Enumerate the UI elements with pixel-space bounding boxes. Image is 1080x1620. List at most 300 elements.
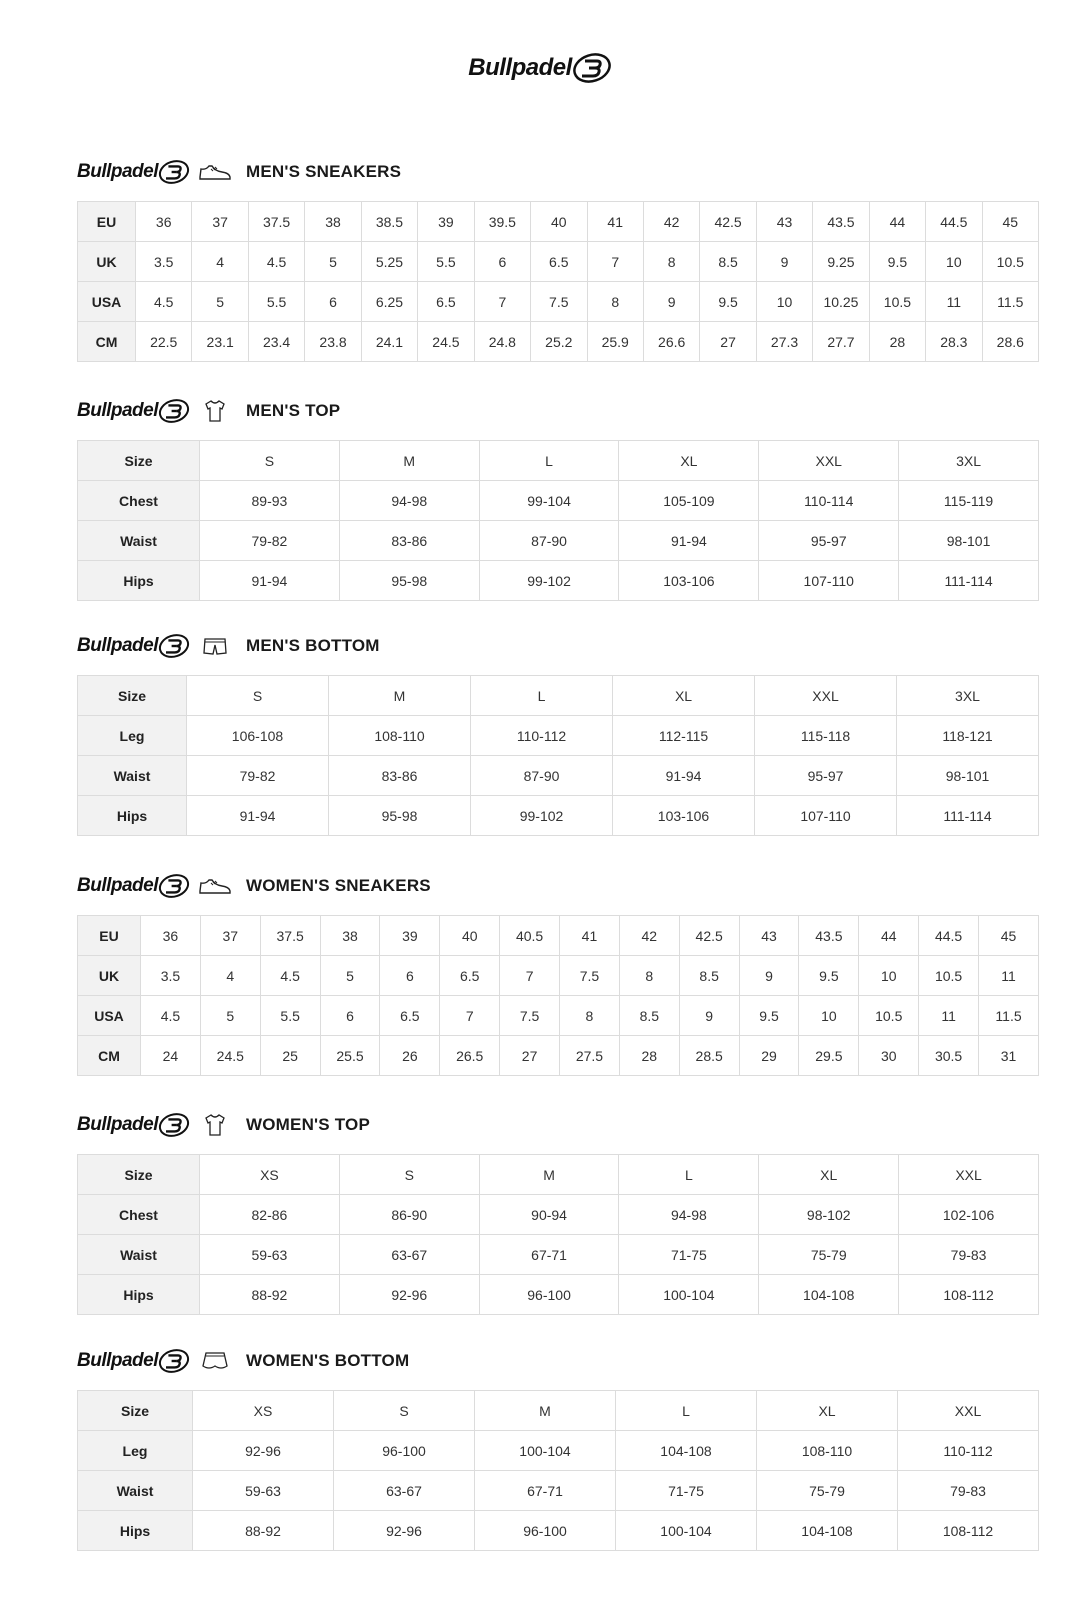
table-cell: 100-104 <box>619 1275 759 1315</box>
row-header: Leg <box>78 1431 193 1471</box>
table-cell: 42 <box>643 202 699 242</box>
table-row <box>78 1471 1039 1511</box>
table-cell: 79-83 <box>899 1235 1039 1275</box>
row-header: Hips <box>78 1511 193 1551</box>
table-cell: 44 <box>859 916 919 956</box>
table-cell: 7 <box>440 996 500 1036</box>
table-cell: 43 <box>756 202 812 242</box>
table-cell: 3XL <box>899 441 1039 481</box>
table-cell: 24.5 <box>418 322 474 362</box>
table-cell: 7.5 <box>560 956 620 996</box>
brand-emblem-icon <box>158 398 190 424</box>
table-cell: 27 <box>500 1036 560 1076</box>
table-cell: 89-93 <box>200 481 340 521</box>
brand-wordmark: Bullpadel <box>77 1114 159 1135</box>
brand-wordmark: Bullpadel <box>77 400 159 421</box>
brand-wordmark: Bullpadel <box>77 875 159 896</box>
table-cell: 7 <box>587 242 643 282</box>
table-cell: 22.5 <box>136 322 192 362</box>
table-cell: 25 <box>260 1036 320 1076</box>
table-cell: 5 <box>305 242 361 282</box>
row-header: Size <box>78 1391 193 1431</box>
table-cell: 7 <box>500 956 560 996</box>
table-cell: 5 <box>200 996 260 1036</box>
table-cell: 94-98 <box>619 1195 759 1235</box>
table-cell: 83-86 <box>329 756 471 796</box>
table-cell: 75-79 <box>757 1471 898 1511</box>
size-table <box>77 1154 1039 1315</box>
row-header: Chest <box>78 481 200 521</box>
table-cell: 25.9 <box>587 322 643 362</box>
table-cell: S <box>200 441 340 481</box>
table-row <box>78 1431 1039 1471</box>
size-table <box>77 675 1039 836</box>
table-row <box>78 996 1039 1036</box>
table-cell: 107-110 <box>755 796 897 836</box>
table-cell: 100-104 <box>475 1431 616 1471</box>
table-cell: 30 <box>859 1036 919 1076</box>
section-title: WOMEN'S BOTTOM <box>246 1351 410 1370</box>
table-cell: 108-112 <box>898 1511 1039 1551</box>
table-cell: 6.25 <box>361 282 417 322</box>
table-row <box>78 756 1039 796</box>
table-row <box>78 1195 1039 1235</box>
table-cell: XXL <box>898 1391 1039 1431</box>
table-cell: 28 <box>869 322 925 362</box>
brand-emblem-icon <box>158 633 190 659</box>
table-cell: 10.5 <box>869 282 925 322</box>
table-cell: 103-106 <box>613 796 755 836</box>
row-header: Waist <box>78 1235 200 1275</box>
table-cell: 108-110 <box>329 716 471 756</box>
brand-logo <box>77 873 190 899</box>
section-header <box>77 152 1039 192</box>
table-cell: XS <box>200 1155 340 1195</box>
table-cell: 10.5 <box>982 242 1038 282</box>
table-cell: 38 <box>305 202 361 242</box>
brand-logo <box>77 398 190 424</box>
table-cell: 91-94 <box>187 796 329 836</box>
table-cell: 104-108 <box>616 1431 757 1471</box>
row-header: EU <box>78 202 136 242</box>
row-header: Leg <box>78 716 187 756</box>
table-row <box>78 202 1039 242</box>
table-cell: 79-82 <box>200 521 340 561</box>
table-row <box>78 322 1039 362</box>
table-cell: 92-96 <box>334 1511 475 1551</box>
table-cell: 99-104 <box>479 481 619 521</box>
table-cell: 5.5 <box>418 242 474 282</box>
table-cell: 9 <box>756 242 812 282</box>
table-cell: 87-90 <box>471 756 613 796</box>
table-cell: 44.5 <box>926 202 982 242</box>
table-cell: 6 <box>320 996 380 1036</box>
section-header <box>77 391 1039 431</box>
brand-emblem-icon <box>572 52 612 84</box>
row-header: CM <box>78 322 136 362</box>
table-cell: 4.5 <box>136 282 192 322</box>
table-cell: 38.5 <box>361 202 417 242</box>
row-header: Waist <box>78 756 187 796</box>
table-cell: 86-90 <box>339 1195 479 1235</box>
table-cell: 67-71 <box>475 1471 616 1511</box>
table-cell: 37 <box>192 202 248 242</box>
brand-logo <box>77 1112 190 1138</box>
table-cell: 40 <box>440 916 500 956</box>
table-cell: XL <box>619 441 759 481</box>
table-cell: 98-102 <box>759 1195 899 1235</box>
section-title: MEN'S BOTTOM <box>246 636 380 655</box>
table-cell: 63-67 <box>339 1235 479 1275</box>
brand-logo <box>77 1348 190 1374</box>
table-cell: 23.1 <box>192 322 248 362</box>
sneaker-icon <box>198 158 232 186</box>
table-cell: 27.3 <box>756 322 812 362</box>
brand-emblem-icon <box>158 159 190 185</box>
table-cell: 8 <box>560 996 620 1036</box>
table-cell: 111-114 <box>897 796 1039 836</box>
table-cell: 45 <box>979 916 1039 956</box>
table-cell: 99-102 <box>479 561 619 601</box>
brand-emblem-icon <box>158 1348 190 1374</box>
table-row <box>78 561 1039 601</box>
section-womens-top <box>77 1105 1039 1315</box>
table-cell: 5 <box>320 956 380 996</box>
table-cell: 40.5 <box>500 916 560 956</box>
table-cell: 7 <box>474 282 530 322</box>
table-cell: 9.5 <box>869 242 925 282</box>
table-cell: 10.5 <box>859 996 919 1036</box>
table-cell: 25.5 <box>320 1036 380 1076</box>
section-womens-bottom <box>77 1341 1039 1551</box>
table-cell: 6 <box>474 242 530 282</box>
table-cell: S <box>339 1155 479 1195</box>
table-cell: 6.5 <box>440 956 500 996</box>
table-cell: XL <box>613 676 755 716</box>
table-cell: 100-104 <box>616 1511 757 1551</box>
table-cell: 91-94 <box>619 521 759 561</box>
table-cell: 75-79 <box>759 1235 899 1275</box>
table-cell: 9.5 <box>799 956 859 996</box>
table-row <box>78 796 1039 836</box>
table-cell: 104-108 <box>759 1275 899 1315</box>
size-table <box>77 201 1039 362</box>
table-cell: 7.5 <box>500 996 560 1036</box>
table-cell: 96-100 <box>475 1511 616 1551</box>
row-header: Waist <box>78 1471 193 1511</box>
table-cell: 110-112 <box>898 1431 1039 1471</box>
table-cell: 110-112 <box>471 716 613 756</box>
table-row <box>78 1391 1039 1431</box>
table-cell: 88-92 <box>200 1275 340 1315</box>
size-table <box>77 915 1039 1076</box>
table-cell: 28.3 <box>926 322 982 362</box>
row-header: Size <box>78 441 200 481</box>
table-cell: 42 <box>619 916 679 956</box>
table-cell: 6.5 <box>380 996 440 1036</box>
table-cell: 3.5 <box>136 242 192 282</box>
table-cell: 87-90 <box>479 521 619 561</box>
table-cell: 88-92 <box>193 1511 334 1551</box>
table-cell: 95-97 <box>755 756 897 796</box>
table-cell: 4.5 <box>260 956 320 996</box>
table-cell: 9.5 <box>739 996 799 1036</box>
section-title: MEN'S SNEAKERS <box>246 162 402 181</box>
table-cell: 11 <box>926 282 982 322</box>
table-cell: 115-118 <box>755 716 897 756</box>
table-cell: 5.5 <box>248 282 304 322</box>
table-cell: 41 <box>560 916 620 956</box>
table-cell: 24.1 <box>361 322 417 362</box>
section-mens-bottom <box>77 626 1039 836</box>
table-row <box>78 441 1039 481</box>
table-cell: 59-63 <box>193 1471 334 1511</box>
table-cell: 42.5 <box>679 916 739 956</box>
table-cell: 28 <box>619 1036 679 1076</box>
table-cell: 27.5 <box>560 1036 620 1076</box>
table-row <box>78 242 1039 282</box>
table-cell: 10 <box>799 996 859 1036</box>
table-cell: L <box>616 1391 757 1431</box>
table-cell: 10.5 <box>919 956 979 996</box>
table-row <box>78 521 1039 561</box>
section-header <box>77 866 1039 906</box>
table-cell: XL <box>759 1155 899 1195</box>
row-header: Chest <box>78 1195 200 1235</box>
table-cell: L <box>479 441 619 481</box>
table-cell: 4 <box>200 956 260 996</box>
table-cell: 59-63 <box>200 1235 340 1275</box>
section-title: WOMEN'S TOP <box>246 1115 371 1134</box>
row-header: Size <box>78 1155 200 1195</box>
table-cell: XS <box>193 1391 334 1431</box>
table-cell: 79-83 <box>898 1471 1039 1511</box>
skort-icon <box>198 1347 232 1375</box>
table-cell: 6 <box>305 282 361 322</box>
table-cell: 44 <box>869 202 925 242</box>
table-cell: 31 <box>979 1036 1039 1076</box>
table-row <box>78 282 1039 322</box>
table-cell: XXL <box>759 441 899 481</box>
table-cell: 105-109 <box>619 481 759 521</box>
table-row <box>78 676 1039 716</box>
table-cell: 43 <box>739 916 799 956</box>
sneaker-icon <box>198 872 232 900</box>
brand-wordmark: Bullpadel <box>77 161 159 182</box>
table-cell: 39.5 <box>474 202 530 242</box>
section-mens-sneakers <box>77 152 1039 362</box>
table-cell: 106-108 <box>187 716 329 756</box>
section-title: MEN'S TOP <box>246 401 341 420</box>
row-header: UK <box>78 956 141 996</box>
section-header <box>77 626 1039 666</box>
table-row <box>78 1036 1039 1076</box>
table-cell: 103-106 <box>619 561 759 601</box>
table-cell: 104-108 <box>757 1511 898 1551</box>
table-cell: 9 <box>643 282 699 322</box>
table-cell: 95-98 <box>339 561 479 601</box>
table-cell: 63-67 <box>334 1471 475 1511</box>
table-cell: 79-82 <box>187 756 329 796</box>
table-cell: XXL <box>899 1155 1039 1195</box>
table-cell: 40 <box>531 202 587 242</box>
table-cell: 98-101 <box>899 521 1039 561</box>
table-cell: 108-112 <box>899 1275 1039 1315</box>
table-cell: 28.5 <box>679 1036 739 1076</box>
table-cell: 5.5 <box>260 996 320 1036</box>
table-cell: 4.5 <box>248 242 304 282</box>
table-cell: 10 <box>756 282 812 322</box>
table-cell: 107-110 <box>759 561 899 601</box>
table-cell: 92-96 <box>339 1275 479 1315</box>
table-cell: 37 <box>200 916 260 956</box>
brand-emblem-icon <box>158 873 190 899</box>
row-header: Hips <box>78 796 187 836</box>
table-cell: 3.5 <box>141 956 201 996</box>
row-header: Size <box>78 676 187 716</box>
row-header: USA <box>78 282 136 322</box>
row-header: Hips <box>78 1275 200 1315</box>
table-cell: 8 <box>587 282 643 322</box>
shorts-icon <box>198 632 232 660</box>
table-cell: XL <box>757 1391 898 1431</box>
tshirt-icon <box>198 397 232 425</box>
table-cell: 26.5 <box>440 1036 500 1076</box>
table-row <box>78 916 1039 956</box>
table-cell: M <box>329 676 471 716</box>
section-mens-top <box>77 391 1039 601</box>
table-cell: 4 <box>192 242 248 282</box>
brand-emblem-icon <box>158 1112 190 1138</box>
table-cell: 112-115 <box>613 716 755 756</box>
table-cell: 36 <box>141 916 201 956</box>
table-cell: 8.5 <box>679 956 739 996</box>
table-row <box>78 1155 1039 1195</box>
brand-logo <box>468 52 612 84</box>
table-cell: 11.5 <box>982 282 1038 322</box>
table-cell: 5 <box>192 282 248 322</box>
brand-logo <box>77 633 190 659</box>
brand-logo <box>77 159 190 185</box>
table-row <box>78 1511 1039 1551</box>
table-cell: L <box>471 676 613 716</box>
table-row <box>78 1275 1039 1315</box>
table-cell: 9.25 <box>813 242 869 282</box>
table-cell: 45 <box>982 202 1038 242</box>
table-cell: 96-100 <box>334 1431 475 1471</box>
row-header: USA <box>78 996 141 1036</box>
table-cell: 29.5 <box>799 1036 859 1076</box>
table-cell: 8 <box>619 956 679 996</box>
row-header: Waist <box>78 521 200 561</box>
table-cell: 71-75 <box>619 1235 759 1275</box>
table-cell: XXL <box>755 676 897 716</box>
table-cell: 43.5 <box>813 202 869 242</box>
table-cell: 98-101 <box>897 756 1039 796</box>
row-header: Hips <box>78 561 200 601</box>
table-cell: 23.8 <box>305 322 361 362</box>
table-cell: 11 <box>919 996 979 1036</box>
table-cell: 43.5 <box>799 916 859 956</box>
table-cell: 24.5 <box>200 1036 260 1076</box>
table-cell: 36 <box>136 202 192 242</box>
table-cell: 8.5 <box>700 242 756 282</box>
table-cell: 102-106 <box>899 1195 1039 1235</box>
table-cell: 99-102 <box>471 796 613 836</box>
table-cell: 92-96 <box>193 1431 334 1471</box>
table-cell: 91-94 <box>200 561 340 601</box>
brand-logo-header <box>0 52 1080 84</box>
table-cell: 10 <box>859 956 919 996</box>
table-cell: 9 <box>679 996 739 1036</box>
table-row <box>78 1235 1039 1275</box>
table-cell: 115-119 <box>899 481 1039 521</box>
table-cell: 29 <box>739 1036 799 1076</box>
table-cell: 4.5 <box>141 996 201 1036</box>
table-cell: L <box>619 1155 759 1195</box>
size-table <box>77 1390 1039 1551</box>
section-title: WOMEN'S SNEAKERS <box>246 876 431 895</box>
table-cell: 9.5 <box>700 282 756 322</box>
table-cell: 90-94 <box>479 1195 619 1235</box>
table-cell: 10.25 <box>813 282 869 322</box>
table-cell: 24.8 <box>474 322 530 362</box>
table-cell: 3XL <box>897 676 1039 716</box>
table-cell: 111-114 <box>899 561 1039 601</box>
table-cell: 6.5 <box>418 282 474 322</box>
table-cell: S <box>187 676 329 716</box>
section-header <box>77 1105 1039 1145</box>
size-table <box>77 440 1039 601</box>
table-cell: 91-94 <box>613 756 755 796</box>
table-cell: 8.5 <box>619 996 679 1036</box>
table-cell: S <box>334 1391 475 1431</box>
table-cell: 38 <box>320 916 380 956</box>
table-cell: 11 <box>979 956 1039 996</box>
row-header: CM <box>78 1036 141 1076</box>
table-row <box>78 956 1039 996</box>
table-cell: 42.5 <box>700 202 756 242</box>
table-cell: 83-86 <box>339 521 479 561</box>
table-cell: 108-110 <box>757 1431 898 1471</box>
table-cell: 7.5 <box>531 282 587 322</box>
table-cell: M <box>339 441 479 481</box>
table-cell: 37.5 <box>260 916 320 956</box>
section-womens-sneakers <box>77 866 1039 1076</box>
tshirt-icon <box>198 1111 232 1139</box>
brand-wordmark: Bullpadel <box>468 54 572 81</box>
table-cell: 8 <box>643 242 699 282</box>
table-cell: 41 <box>587 202 643 242</box>
brand-wordmark: Bullpadel <box>77 1350 159 1371</box>
table-cell: 67-71 <box>479 1235 619 1275</box>
table-cell: 30.5 <box>919 1036 979 1076</box>
table-cell: 71-75 <box>616 1471 757 1511</box>
row-header: UK <box>78 242 136 282</box>
table-cell: 26.6 <box>643 322 699 362</box>
table-cell: 9 <box>739 956 799 996</box>
table-cell: 95-97 <box>759 521 899 561</box>
table-cell: 96-100 <box>479 1275 619 1315</box>
table-cell: 27 <box>700 322 756 362</box>
table-cell: 6.5 <box>531 242 587 282</box>
row-header: EU <box>78 916 141 956</box>
table-cell: 23.4 <box>248 322 304 362</box>
table-cell: 27.7 <box>813 322 869 362</box>
brand-wordmark: Bullpadel <box>77 635 159 656</box>
table-cell: 44.5 <box>919 916 979 956</box>
table-cell: 6 <box>380 956 440 996</box>
